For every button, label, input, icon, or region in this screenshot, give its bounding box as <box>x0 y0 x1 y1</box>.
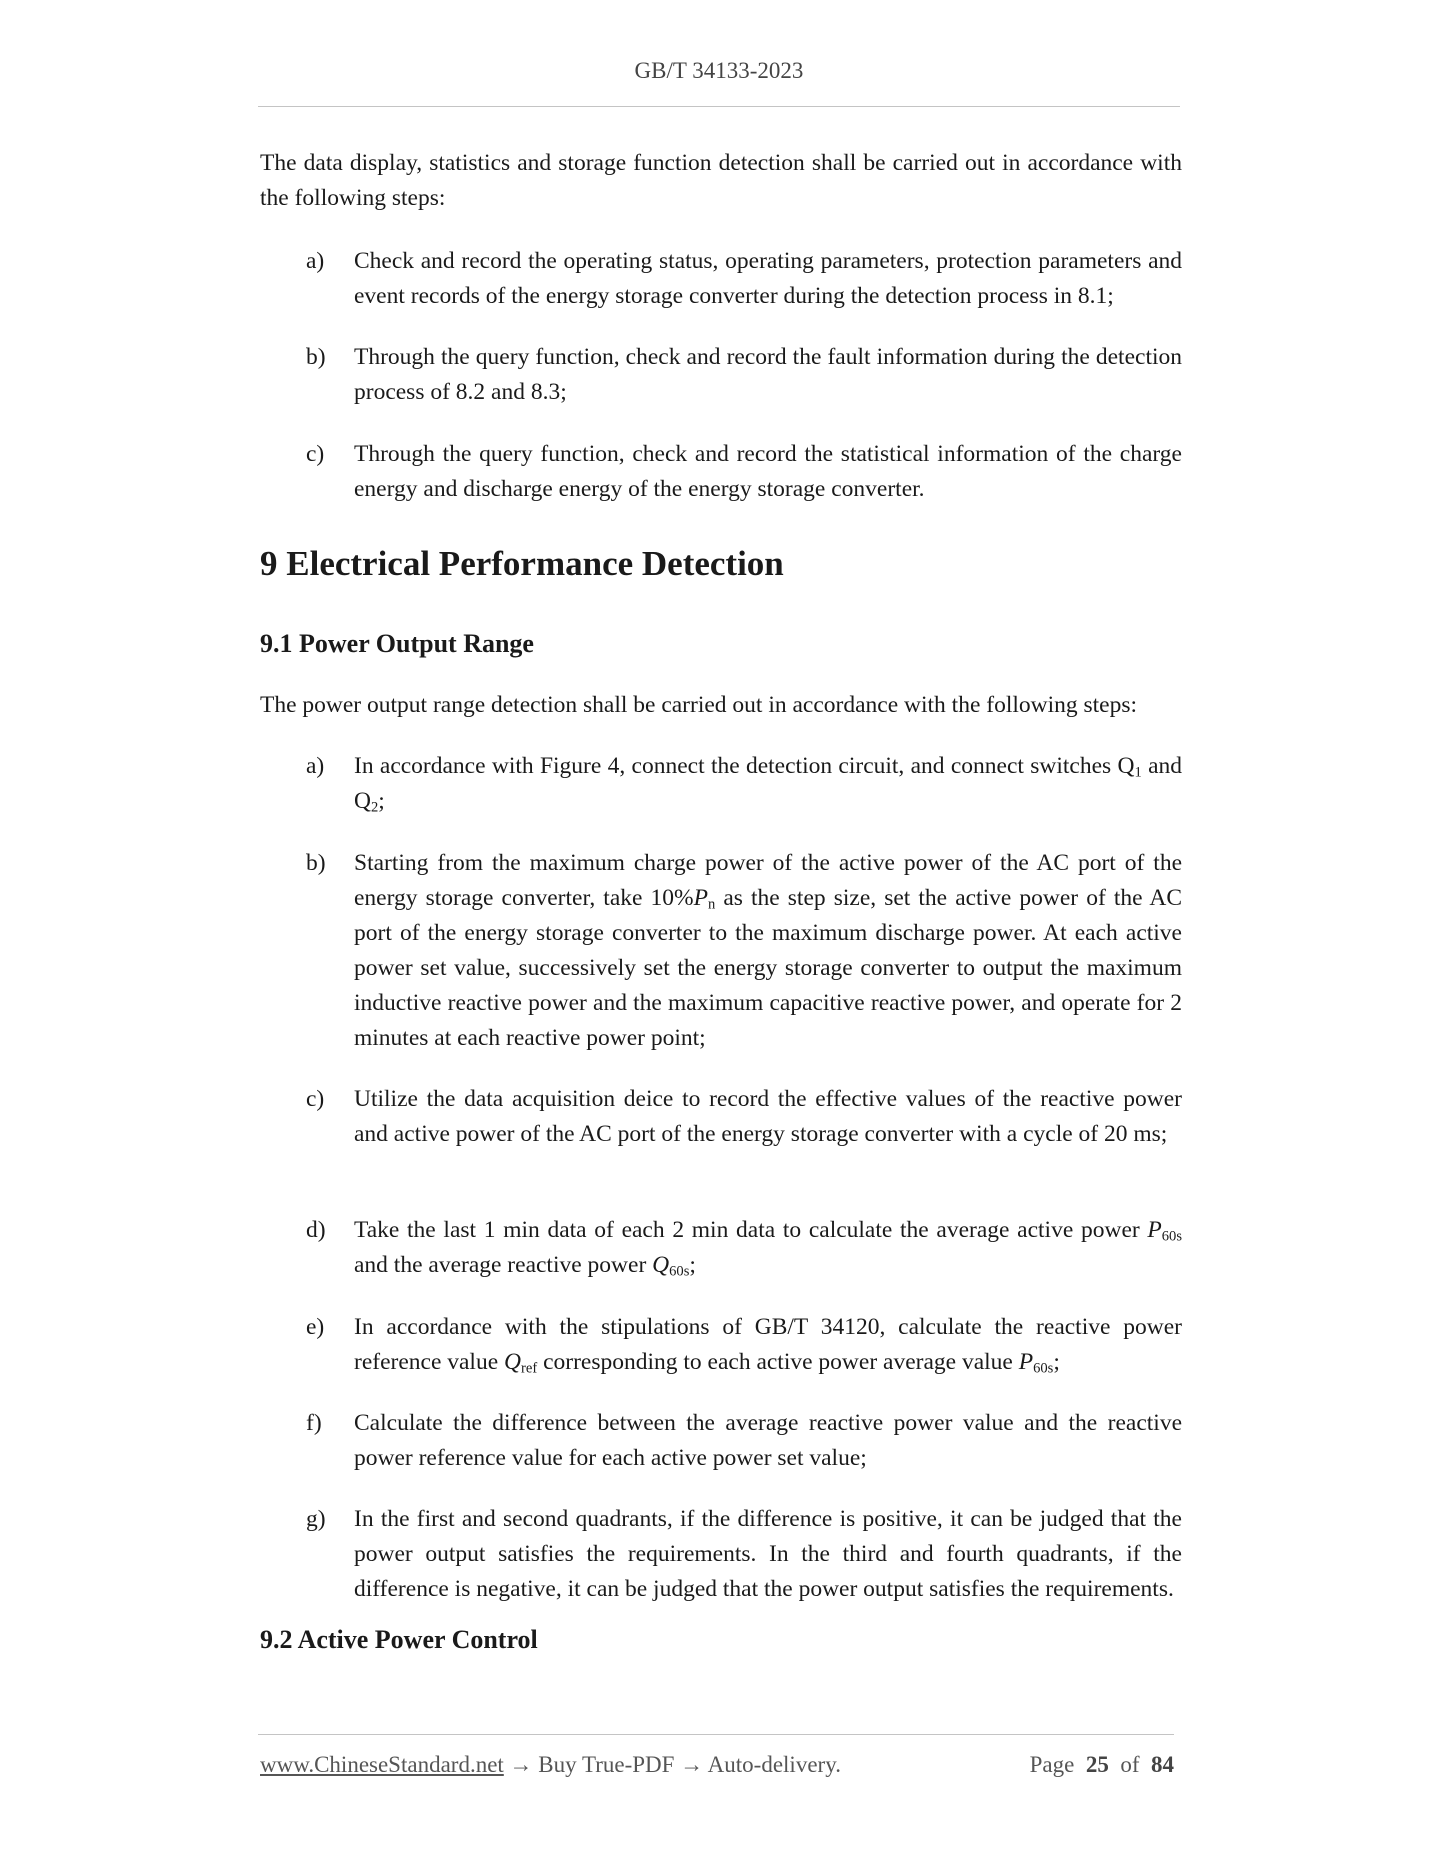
power-list-item-b <box>306 846 1182 1056</box>
intro-list-item-b <box>306 340 1182 410</box>
intro-paragraph: The data display, statistics and storage function detection shall be carried out in accordance with the following steps: <box>260 150 1182 211</box>
list-marker: a) <box>306 753 325 779</box>
power-list-item-c <box>306 1082 1182 1152</box>
list-item-text: Take the last 1 min data of each 2 min data to calculate the average active power $P_{60s}$ and the average reactive power $Q_{60s}$; <box>354 1217 1182 1280</box>
list-marker: a) <box>306 248 325 274</box>
list-item-text: Through the query function, check and record the statistical information of the charge energy and discharge energy of the energy storage converter. <box>354 441 1182 502</box>
section-9-2-heading: 9.2 Active Power Control <box>260 1625 538 1654</box>
footer-divider <box>258 1734 1174 1735</box>
delivery-text: Auto-delivery. <box>707 1752 841 1777</box>
power-list-item-f <box>306 1406 1182 1476</box>
power-list-item-g <box>306 1502 1182 1607</box>
intro-list-item-a <box>306 244 1182 314</box>
footer-promo: www.ChineseStandard.net → Buy True-PDF → Auto-delivery. <box>260 1752 841 1777</box>
list-marker: c) <box>306 441 325 467</box>
page-number: 25 <box>1085 1752 1109 1777</box>
list-marker: b) <box>306 850 326 876</box>
list-item-text: In accordance with Figure 4, connect the detection circuit, and connect switches $Q_1$ and $Q_2$; <box>354 753 1182 816</box>
list-marker: f) <box>306 1410 322 1436</box>
site-link[interactable]: www.ChineseStandard.net <box>260 1752 504 1777</box>
list-item-text: Utilize the data acquisition deice to record the effective values of the reactive power and active power of the AC port of the energy storage converter with a cycle of 20 ms; <box>354 1086 1182 1147</box>
list-item-text: Check and record the operating status, operating parameters, protection parameters and event records of the energy storage converter during the detection process in 8.1; <box>354 248 1182 309</box>
list-marker: g) <box>306 1506 326 1532</box>
buy-pdf-text: Buy True-PDF <box>538 1752 675 1777</box>
list-marker: b) <box>306 344 326 370</box>
list-item-text: Starting from the maximum charge power of the active power of the AC port of the energy storage converter, take $10\%P_n$ as the step size, set the active power of the AC port of the energy storage converter to the maximum discharge power. At each active power set value, successively set the energy storage converter to output the maximum inductive reactive power and the maximum capacitive reactive power, and operate for 2 minutes at each reactive power point; <box>354 850 1182 1051</box>
list-marker: e) <box>306 1314 325 1340</box>
section-9-heading: 9 Electrical Performance Detection <box>260 544 784 583</box>
list-item-text: In the first and second quadrants, if the difference is positive, it can be judged that the power output satisfies the requirements. In the third and fourth quadrants, if the difference is negative, it can be judged that the power output satisfies the requirements. <box>354 1506 1182 1602</box>
total-pages: 84 <box>1151 1752 1174 1777</box>
intro-list-item-c <box>306 437 1182 507</box>
power-list-item-e <box>306 1310 1182 1380</box>
list-item-text: Through the query function, check and record the fault information during the detection process of 8.2 and 8.3; <box>354 344 1182 405</box>
page-indicator: Page 25 of 84 <box>1029 1752 1174 1777</box>
list-marker: d) <box>306 1217 326 1243</box>
list-marker: c) <box>306 1086 325 1112</box>
list-item-text: In accordance with the stipulations of GB/T 34120, calculate the reactive power reference value $Q_{ref}$ corresponding to each active power average value $P_{60s}$; <box>354 1314 1182 1377</box>
list-item-text: Calculate the difference between the average reactive power value and the reactive power reference value for each active power set value; <box>354 1410 1182 1471</box>
header-divider <box>258 106 1180 107</box>
section-9-1-heading: 9.1 Power Output Range <box>260 629 534 658</box>
power-list-item-a <box>306 749 1182 819</box>
section-9-1-intro: The power output range detection shall be carried out in accordance with the following steps: <box>260 692 1138 718</box>
page-header-standard-code: GB/T 34133-2023 <box>634 58 804 83</box>
power-list-item-d <box>306 1213 1182 1283</box>
